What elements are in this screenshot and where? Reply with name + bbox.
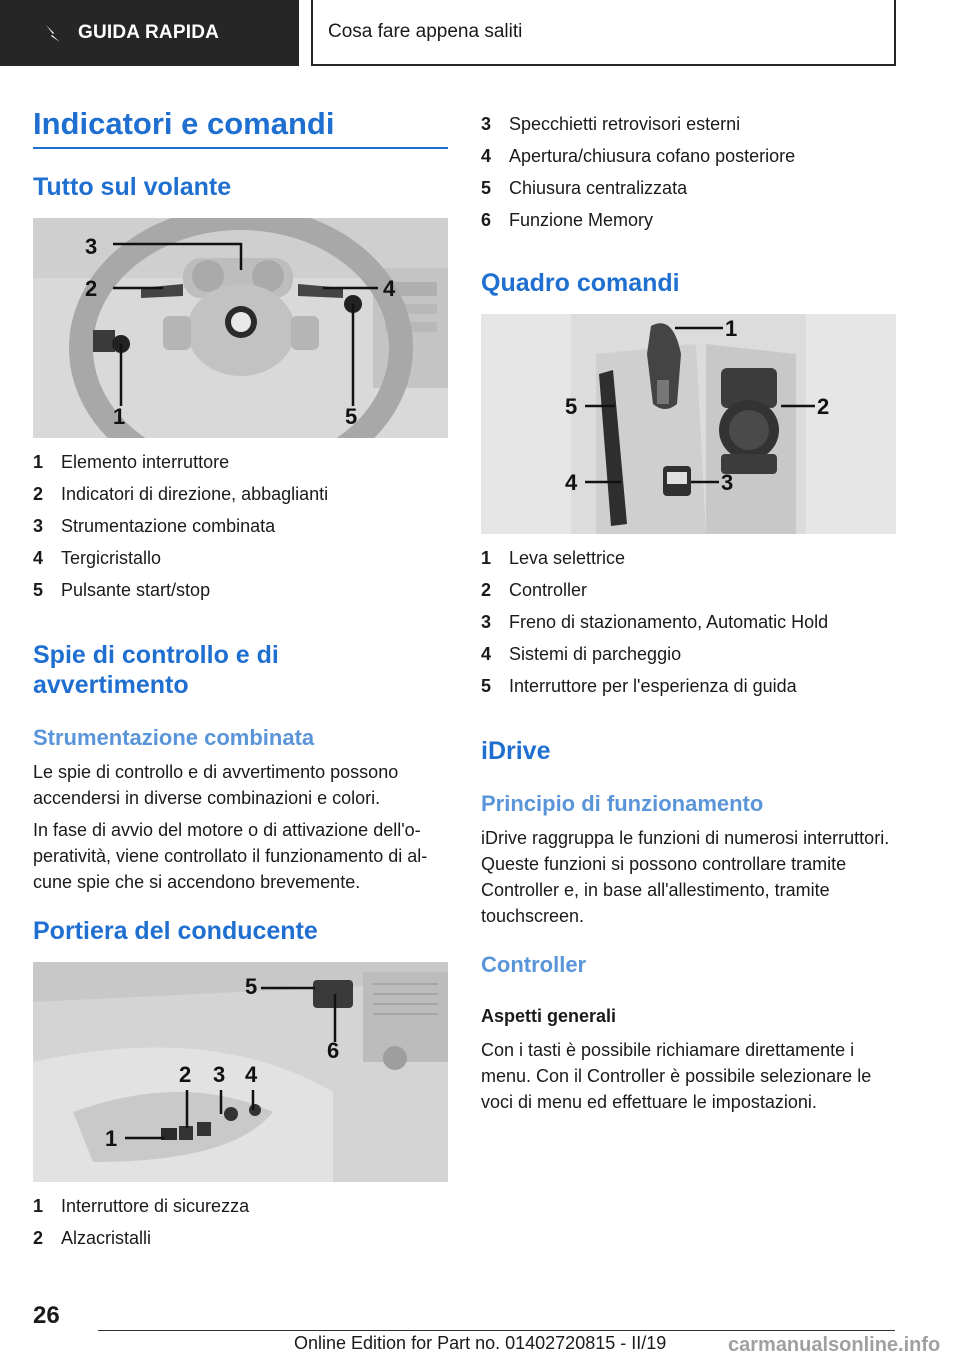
list-item: 2 Controller (481, 579, 588, 600)
list-item: 4 Apertura/chiusura cofano posteriore (481, 145, 796, 166)
door-callout-5: 5 (245, 974, 258, 999)
list-item: 2 Indicatori di direzione, abbaglianti (33, 483, 329, 504)
page-title: Indicatori e comandi (33, 106, 335, 141)
list-item: 1 Interruttore di sicurezza (33, 1195, 250, 1216)
list-item: 5 Chiusura centralizzata (481, 177, 688, 198)
bolt-icon (42, 22, 64, 44)
center-console-figure (481, 314, 896, 534)
context-title: Cosa fare appena saliti (311, 0, 896, 66)
title-rule (33, 147, 448, 149)
console-callout-4: 4 (565, 470, 578, 495)
steering-legend (33, 446, 328, 606)
footer-rule (98, 1330, 895, 1331)
door-callout-4: 4 (245, 1062, 258, 1087)
door-callout-3: 3 (213, 1062, 226, 1087)
watermark: carmanualsonline.info (728, 1334, 941, 1356)
idrive-heading: iDrive (481, 737, 551, 765)
list-item: 3 Strumentazione combinata (33, 515, 276, 536)
list-item: 4 Sistemi di parcheggio (481, 643, 682, 664)
driver-door-figure (33, 962, 448, 1182)
list-item: 4 Tergicristallo (33, 547, 162, 568)
steering-callout-1: 1 (113, 404, 126, 429)
list-item: 1 Leva selettrice (481, 547, 626, 568)
controller-heading: Controller (481, 952, 587, 977)
page-number: 26 (33, 1302, 60, 1329)
idrive-subheading: Principio di funzionamento (481, 791, 764, 816)
list-item: 6 Funzione Memory (481, 209, 654, 230)
console-heading: Quadro comandi (481, 269, 680, 297)
door-callout-2: 2 (179, 1062, 192, 1087)
header-tab[interactable] (0, 0, 299, 66)
door-legend-continued (481, 108, 795, 236)
console-legend (481, 542, 828, 702)
console-callout-2: 2 (817, 394, 830, 419)
idrive-para: iDrive raggruppa le funzioni di numerosi interruttori. Queste funzioni si possono controllare tramite Controller e, in base all'allestimento, tramite touchscreen. (481, 828, 890, 926)
edition-text: Online Edition for Part no. 01402720815 - II/19 (294, 1333, 667, 1353)
steering-wheel-figure (33, 218, 448, 438)
warnings-para-2: In fase di avvio del motore o di attivazione dell'operatività, viene controllato il funzionamento di alcune spie che si accendono brevemente. (33, 820, 428, 892)
steering-callout-3: 3 (85, 234, 98, 259)
list-item: 5 Pulsante start/stop (33, 579, 211, 600)
warnings-para-1: Le spie di controllo e di avvertimento possono accendersi in diverse combinazioni e colori. (33, 762, 399, 808)
warnings-heading: Spie di controllo e di avvertimento (33, 641, 279, 699)
console-callout-3: 3 (721, 470, 734, 495)
list-item: 3 Freno di stazionamento, Automatic Hold (481, 611, 829, 632)
door-heading: Portiera del conducente (33, 917, 318, 945)
warnings-subheading: Strumentazione combinata (33, 725, 315, 750)
steering-callout-5: 5 (345, 404, 358, 429)
general-heading: Aspetti generali (481, 1006, 617, 1026)
general-para: Con i tasti è possibile richiamare direttamente i menu. Con il Controller è possibile selezionare le voci di menu ed effettuare le impostazioni. (481, 1040, 872, 1112)
steering-heading: Tutto sul volante (33, 173, 232, 201)
door-legend (33, 1190, 249, 1254)
door-callout-1: 1 (105, 1126, 118, 1151)
list-item: 1 Elemento interruttore (33, 451, 230, 472)
console-callout-1: 1 (725, 316, 738, 341)
list-item: 3 Specchietti retrovisori esterni (481, 113, 741, 134)
steering-callout-2: 2 (85, 276, 98, 301)
tab-label: GUIDA RAPIDA (78, 22, 220, 43)
console-callout-5: 5 (565, 394, 578, 419)
list-item: 5 Interruttore per l'esperienza di guida (481, 675, 797, 696)
list-item: 2 Alzacristalli (33, 1227, 152, 1248)
steering-callout-4: 4 (383, 276, 396, 301)
door-callout-6: 6 (327, 1038, 340, 1063)
